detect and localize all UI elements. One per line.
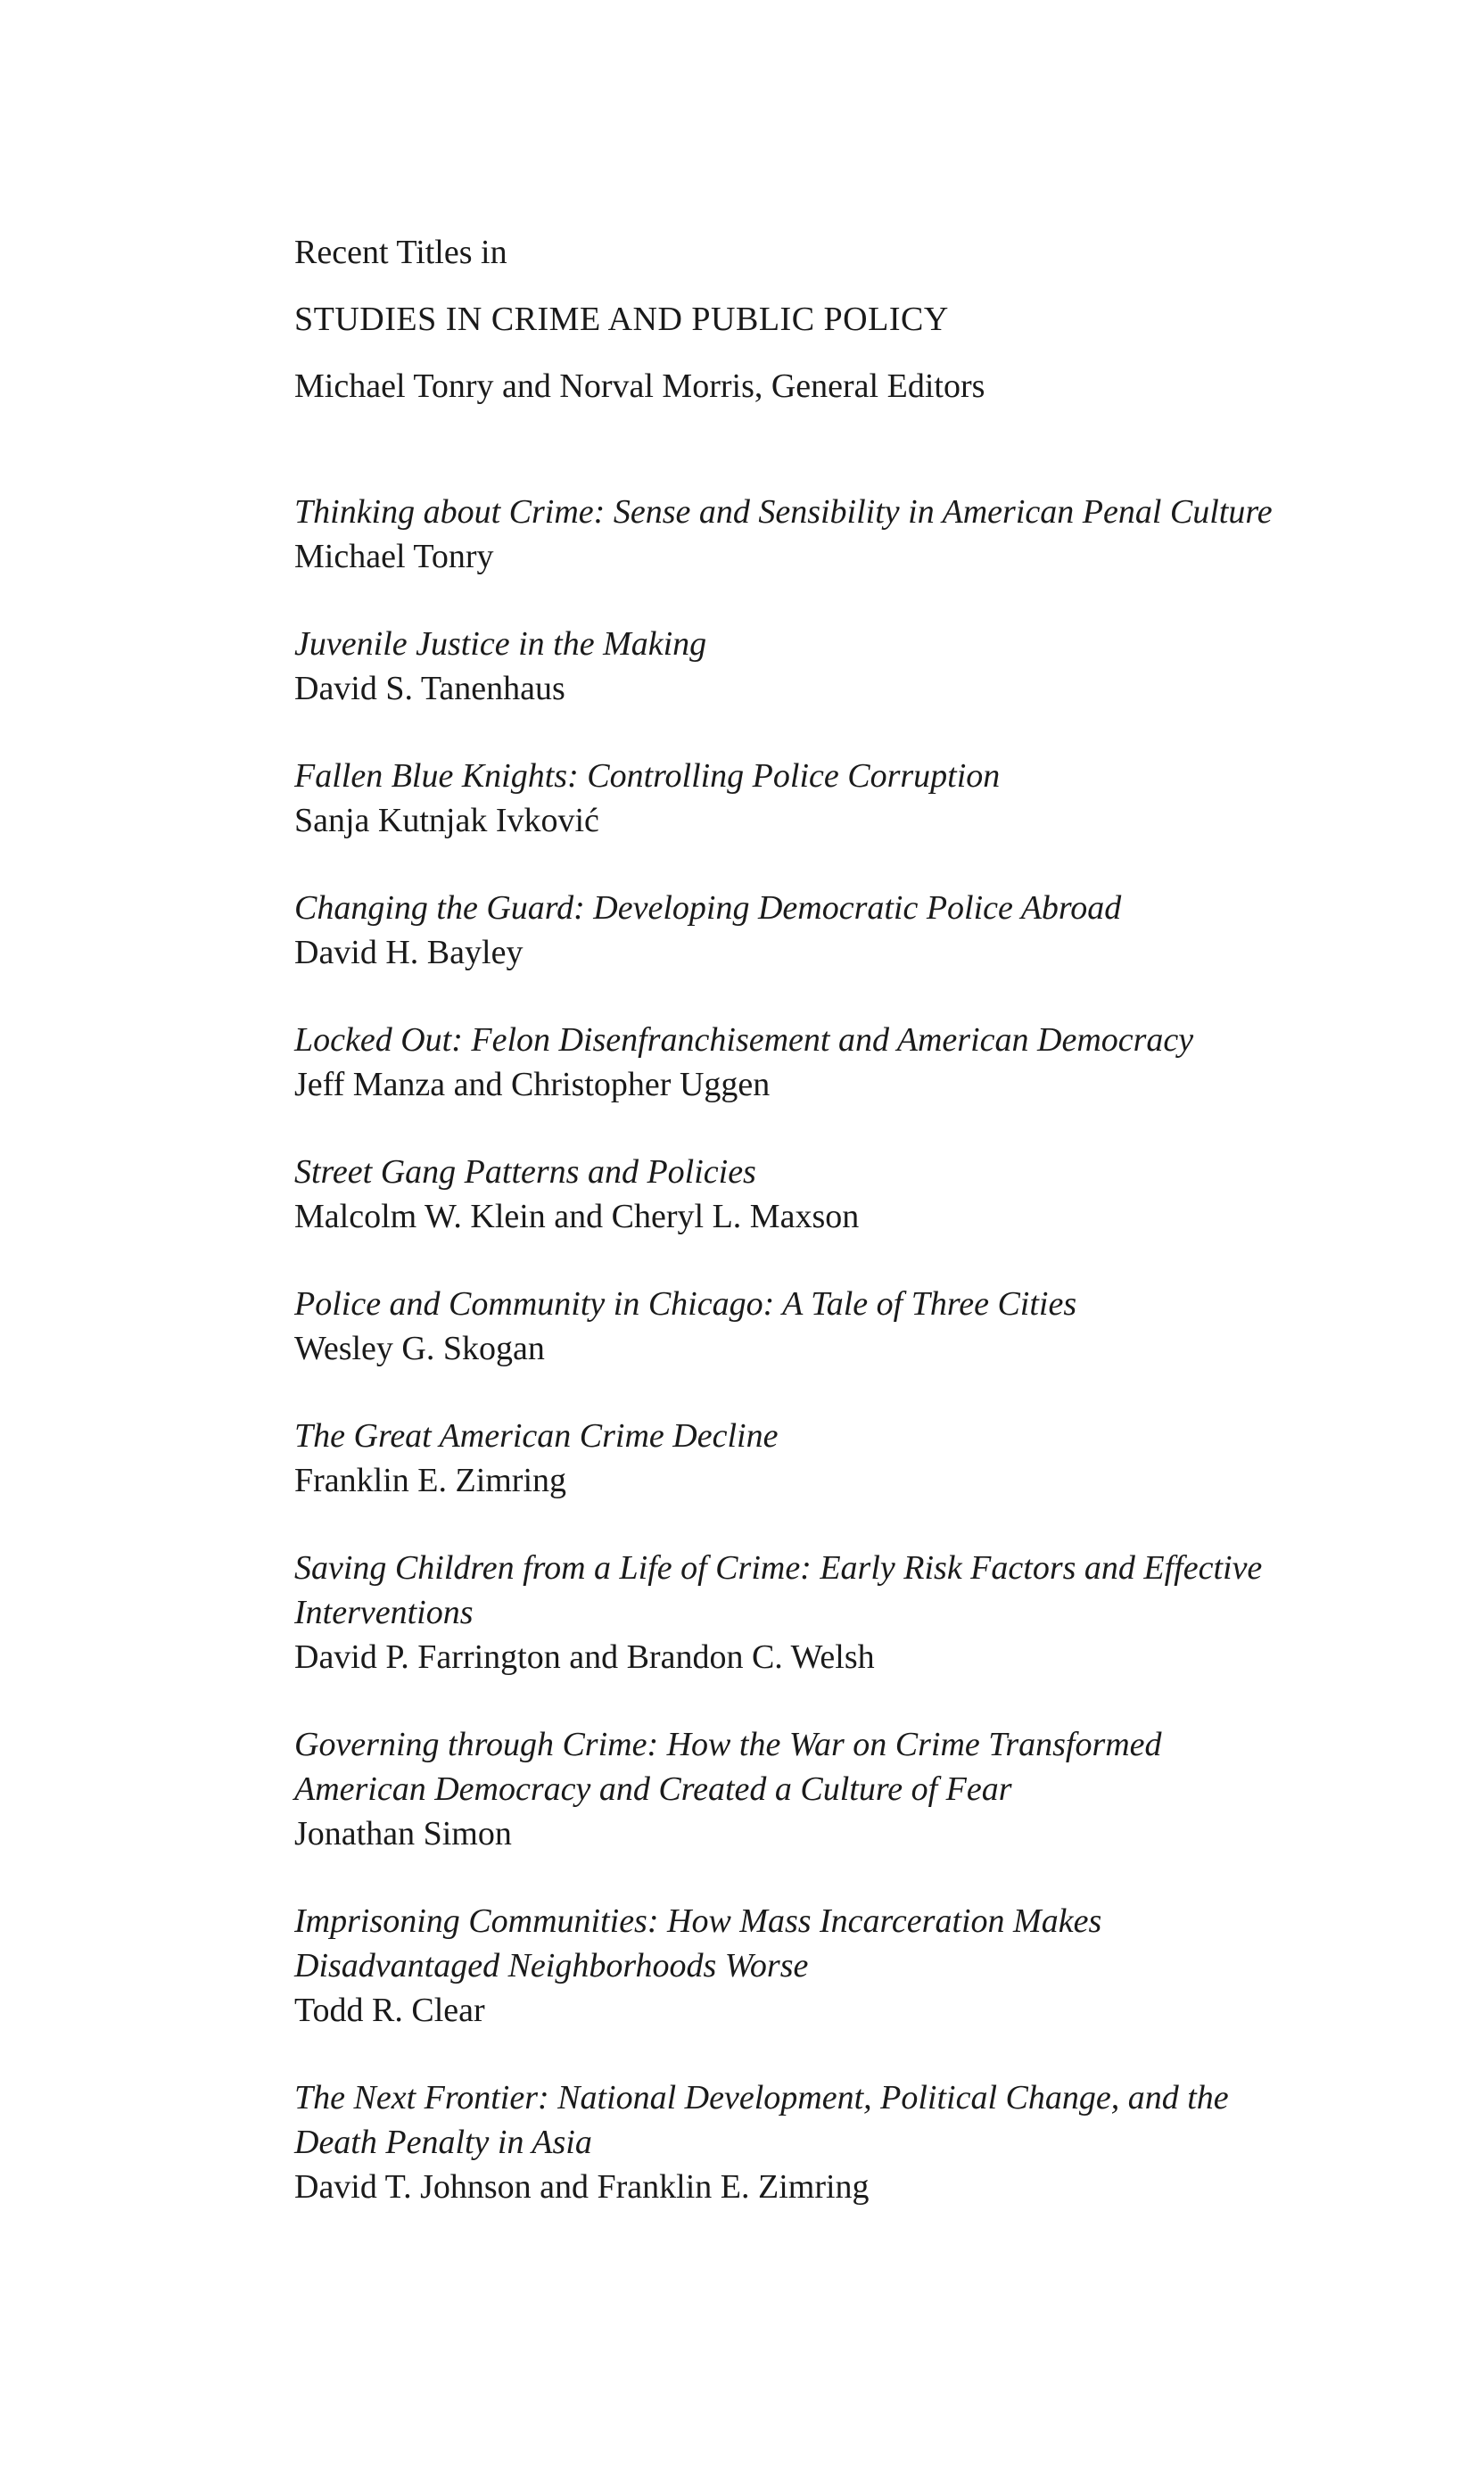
book-author: Jeff Manza and Christopher Uggen xyxy=(294,1066,771,1103)
series-name: STUDIES IN CRIME AND PUBLIC POLICY xyxy=(294,301,949,338)
title-entry xyxy=(294,1150,1364,1239)
book-author: Franklin E. Zimring xyxy=(294,1462,567,1499)
book-title: Street Gang Patterns and Policies xyxy=(294,1153,756,1191)
book-author: Jonathan Simon xyxy=(294,1815,512,1852)
book-title: The Great American Crime Decline xyxy=(294,1417,779,1455)
book-author: David S. Tanenhaus xyxy=(294,670,565,707)
title-entry xyxy=(294,1722,1364,1856)
book-series-page xyxy=(294,230,1364,2252)
title-entry xyxy=(294,1282,1364,1371)
title-entry xyxy=(294,1414,1364,1503)
book-author: David T. Johnson and Franklin E. Zimring xyxy=(294,2168,870,2206)
book-title: Fallen Blue Knights: Controlling Police Corruption xyxy=(294,757,1001,795)
book-title: Police and Community in Chicago: A Tale of Three Cities xyxy=(294,1285,1077,1323)
book-title: Saving Children from a Life of Crime: Early Risk Factors and Effective xyxy=(294,1549,1263,1587)
book-title: Juvenile Justice in the Making xyxy=(294,625,707,663)
book-author: David H. Bayley xyxy=(294,934,524,971)
book-title: Interventions xyxy=(294,1594,474,1631)
titles-list xyxy=(294,490,1364,2209)
book-title: American Democracy and Created a Culture of Fear xyxy=(294,1770,1012,1808)
book-title: Locked Out: Felon Disenfranchisement and American Democracy xyxy=(294,1021,1194,1059)
book-title: The Next Frontier: National Development, Political Change, and the xyxy=(294,2079,1229,2116)
book-title: Changing the Guard: Developing Democratic Police Abroad xyxy=(294,889,1122,927)
title-entry xyxy=(294,622,1364,711)
book-title: Imprisoning Communities: How Mass Incarceration Makes xyxy=(294,1902,1102,1940)
title-entry xyxy=(294,490,1364,579)
title-entry xyxy=(294,1546,1364,1679)
book-author: Malcolm W. Klein and Cheryl L. Maxson xyxy=(294,1198,860,1235)
book-title: Death Penalty in Asia xyxy=(294,2124,592,2161)
book-author: Sanja Kutnjak Ivković xyxy=(294,802,599,839)
general-editors: Michael Tonry and Norval Morris, General Editors xyxy=(294,367,985,405)
book-author: Todd R. Clear xyxy=(294,1992,485,2029)
title-entry xyxy=(294,1018,1364,1107)
title-entry xyxy=(294,754,1364,843)
book-author: David P. Farrington and Brandon C. Welsh xyxy=(294,1638,875,1676)
book-title: Governing through Crime: How the War on Crime Transformed xyxy=(294,1726,1162,1763)
book-author: Wesley G. Skogan xyxy=(294,1330,545,1367)
book-author: Michael Tonry xyxy=(294,538,494,575)
title-entry xyxy=(294,886,1364,975)
title-entry xyxy=(294,2075,1364,2209)
book-title: Thinking about Crime: Sense and Sensibility in American Penal Culture xyxy=(294,493,1273,531)
book-title: Disadvantaged Neighborhoods Worse xyxy=(294,1947,809,1984)
recent-titles-label: Recent Titles in xyxy=(294,234,507,271)
title-entry xyxy=(294,1899,1364,2033)
